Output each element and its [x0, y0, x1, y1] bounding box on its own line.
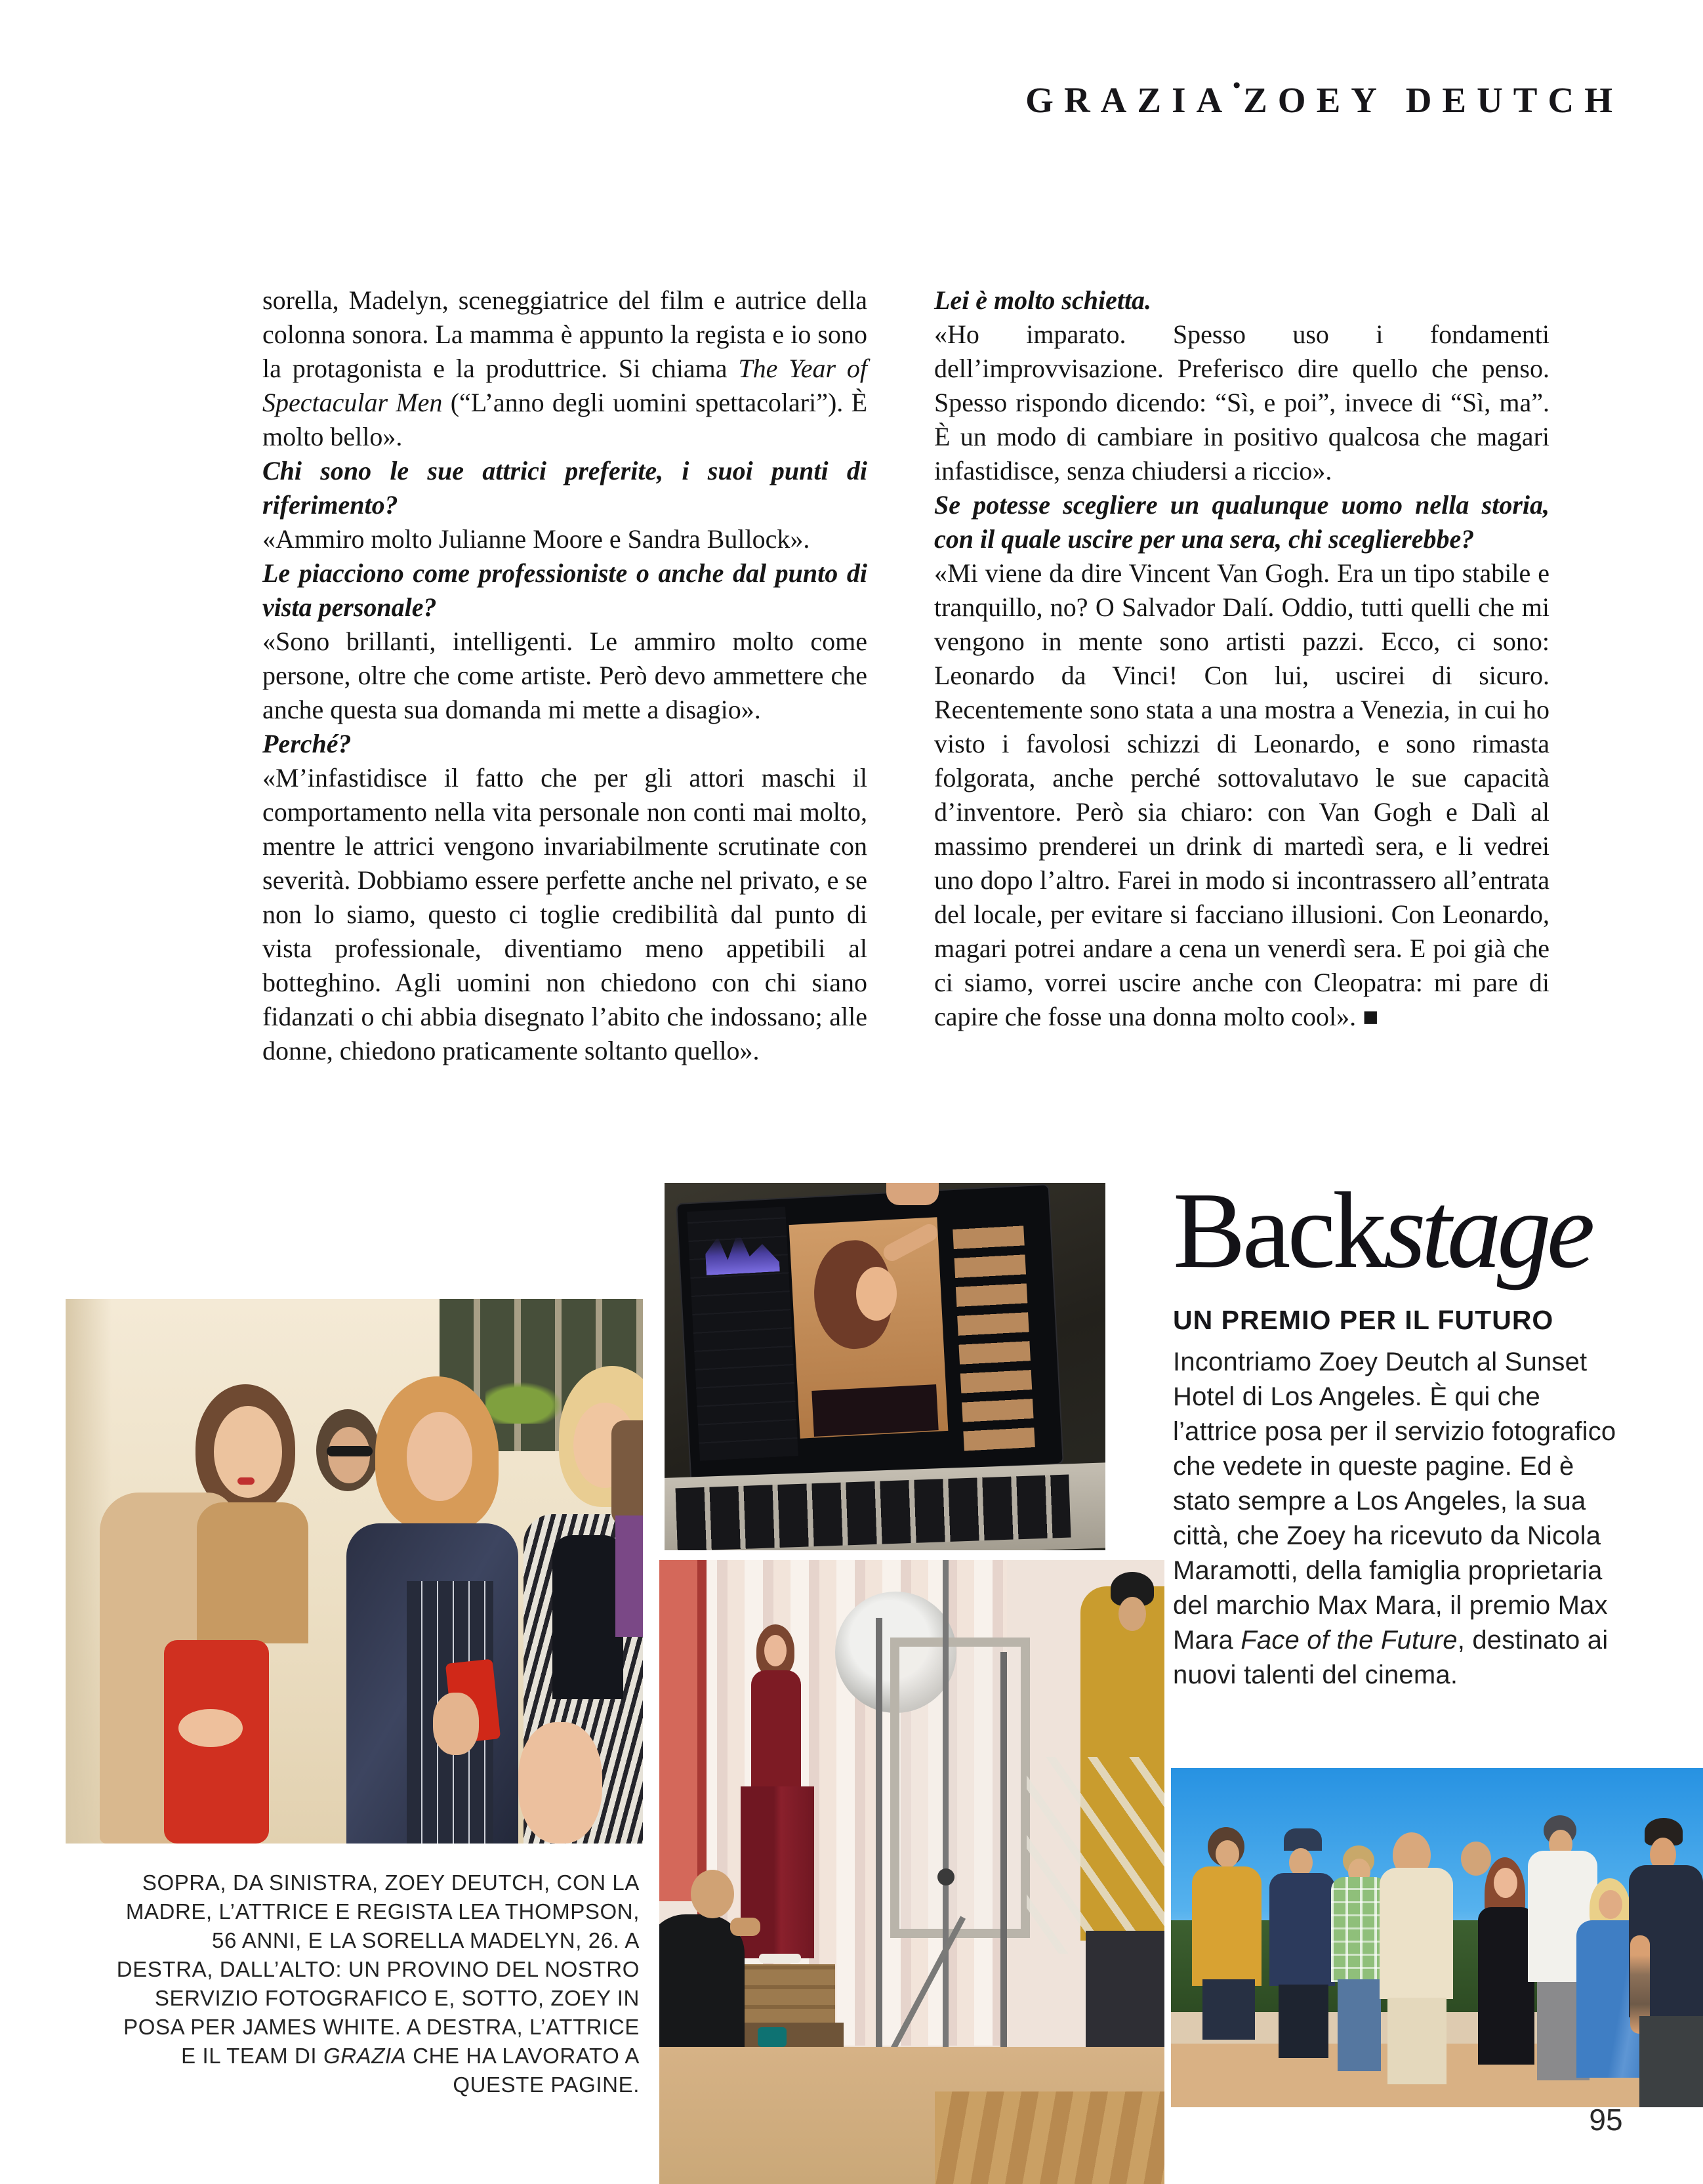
backstage-kicker: UN PREMIO PER IL FUTURO [1173, 1305, 1554, 1335]
pink-wall-strip [659, 1560, 697, 1901]
zoey-red-gown-top [751, 1670, 801, 1792]
page-number: 95 [1589, 2103, 1623, 2137]
team-member-mustard-sweater [1192, 1866, 1262, 1986]
question-paragraph: Chi sono le sue attrici preferite, i suoi punti di riferimento? [262, 456, 867, 520]
team-member-face [1599, 1890, 1622, 1919]
photo-laptop-screen-test-shot [665, 1183, 1105, 1550]
right-background-woman-scarf [615, 1515, 643, 1637]
team-member-dark-shorts [1279, 1985, 1328, 2058]
question-paragraph: Perché? [262, 729, 352, 758]
teal-drill [758, 2027, 787, 2047]
zoey-figure-face [764, 1635, 787, 1666]
photographer-bald-head [691, 1870, 734, 1918]
photo-caption: SOPRA, DA SINISTRA, ZOEY DEUTCH, CON LA MADRE, L’ATTRICE E REGISTA LEA THOMPSON, 56 ANNI, E LA SORELLA MADELYN, 26. A DESTRA, DALL’ALTO: UN PROVINO DEL NOSTRO SERVIZIO FOTOGRAFICO E, SOTTO, ZOEY IN POSA PER JAMES WHITE. A DESTRA, L’ATTRICE E IL TEAM DI GRAZIA CHE HA LAVORATO A QUESTE PAGINE. [116, 1870, 640, 2097]
team-member-dark-jeans [1639, 2016, 1703, 2107]
team-member-cream-shirt [1380, 1868, 1453, 1999]
team-member-face [1216, 1840, 1239, 1868]
assistant-face [1118, 1597, 1146, 1631]
interview-left-column [262, 283, 867, 1068]
wood-slat-floor [935, 2091, 1164, 2184]
answer-paragraph: «M’infastidisce il fatto che per gli attori maschi il comportamento nella vita personale non conti mai molto, mentre le attrici vengono invariabilmente scrutinate con severità. Dobbiamo essere perfette anche nel privato, e se non lo siamo, questo ci toglie credibilità dal punto di vista professionale, diventiamo meno appetibili al botteghino. Agli uomini non chiedono con chi siano fidanzati o chi abbia disegnato l’abito che indossano; alle donne, chiedono praticamente soltanto quello». [262, 763, 867, 1065]
window-plant [485, 1378, 571, 1424]
magazine-logo: GRAZIA [1025, 80, 1233, 120]
backstage-section [1173, 1170, 1627, 1693]
answer-paragraph-with-end-mark: «Mi viene da dire Vincent Van Gogh. Era un tipo stabile e tranquillo, no? O Salvador Dalí. Oddio, tutti quelli che mi vengono in mente sono artisti pazzi. Ecco, ci sono: Leonardo da Vinci! Con lui, uscirei di sicuro. Recentemente sono stata a una mostra a Venezia, in cui ho visto i favolosi schizzi di Leonardo, e sono rimasta folgorata, anche perché sottovalutavo le sue capacità d’inventore. Però sia chiaro: con Van Gogh e Dalì al massimo prenderei un drink di martedì sera, e li vedrei uno dopo l’altro. Farei in modo si incontrassero all’entrata del locale, per evitare si facciano illusioni. Con Leonardo, magari potrei andare a cena un venerdì sera. E poi già che ci siamo, vorrei uscire anche con Cleopatra: mi pare di capire che fosse una donna molto cool». ■ [934, 558, 1549, 1031]
zoey-turtleneck [197, 1502, 308, 1643]
answer-paragraph: «Sono brillanti, intelligenti. Le ammiro molto come persone, oltre che come artiste. Però devo ammettere che anche questa sua domanda mi mette a disagio». [262, 627, 867, 724]
question-paragraph: Le piacciono come professioniste o anche dal punto di vista personale? [262, 558, 867, 622]
thumbnail-strip [953, 1224, 1035, 1451]
stand-knob [937, 1868, 954, 1885]
photo-zoey-posing-on-set [659, 1560, 1164, 2184]
light-frame-panel [890, 1638, 1030, 1938]
answer-paragraph: «Ho imparato. Spesso uso i fondamenti dell’improvvisazione. Preferisco dire quello che penso. Spesso rispondo dicendo: “Sì, e poi”, invece di “Sì, ma”. È un modo di cambiare in positivo qualcosa che magari infastidisce, senza chiudersi a riccio». [934, 319, 1549, 485]
page-header [1025, 73, 1623, 121]
backstage-title [1173, 1170, 1627, 1290]
question-paragraph: Se potesse scegliere un qualunque uomo nella storia, con il quale uscire per una sera, chi sceglierebbe? [934, 490, 1549, 554]
zoey-white-shoes [759, 1954, 801, 1963]
team-member-cream-pants [1387, 1998, 1447, 2084]
zoey-hand [178, 1709, 243, 1747]
backstage-body-text: Incontriamo Zoey Deutch al Sunset Hotel di Los Angeles. È qui che l’attrice posa per il servizio fotografico che vedete in queste pagine. Ed è stato sempre a Los Angeles, la sua città, che Zoey ha ricevuto da Nicola Maramotti, della famiglia proprietaria del marchio Max Mara, il premio Max Mara Face of the Future, destinato ai nuovi talenti del cinema. [1173, 1348, 1616, 1689]
team-member-bald-head [1461, 1842, 1491, 1876]
answer-paragraph: sorella, Madelyn, sceneggiatrice del film e autrice della colonna sonora. La mamma è appunto la regista e io sono la protagonista e la produttrice. Si chiama The Year of Spectacular Men (“L’anno degli uomini spettacolari”). È molto bello». [262, 285, 868, 451]
zoey-team-face [1494, 1868, 1517, 1898]
zoey-team-black-dress [1478, 1907, 1534, 2065]
backstage-title-roman: Back [1173, 1170, 1384, 1290]
answer-paragraph: «Ammiro molto Julianne Moore e Sandra Bullock». [262, 524, 810, 554]
lea-hand [433, 1693, 479, 1755]
header-subject-name: ZOEY DEUTCH [1243, 80, 1623, 120]
wooden-crate [735, 1964, 835, 2025]
team-member-navy-tee [1269, 1873, 1335, 1986]
photographer-arm [730, 1918, 760, 1936]
photo-grazia-team-group [1171, 1768, 1703, 2107]
portrait-black-top [811, 1384, 938, 1437]
question-paragraph: Lei è molto schietta. [934, 285, 1152, 315]
photo-front-row-zoey-lea-madelyn [66, 1299, 643, 1844]
stair-rail-bars [1027, 1757, 1164, 1954]
madelyn-black-top [552, 1535, 623, 1699]
team-member-jeans [1338, 1979, 1381, 2071]
backstage-title-italic: stage [1384, 1170, 1591, 1290]
keyboard-keys [676, 1475, 1071, 1550]
sunglasses [327, 1446, 373, 1456]
header-separator-dot: • [1233, 73, 1244, 98]
team-member-cap [1284, 1828, 1322, 1851]
right-background-woman-hair [611, 1420, 643, 1525]
zoey-lips [237, 1477, 255, 1485]
lea-face [407, 1412, 472, 1501]
team-member-navy-shorts [1202, 1979, 1255, 2040]
interview-right-column [934, 283, 1549, 1034]
portrait-face [856, 1267, 897, 1321]
hand-holding-screen [886, 1183, 939, 1205]
madelyn-knee [518, 1722, 602, 1844]
